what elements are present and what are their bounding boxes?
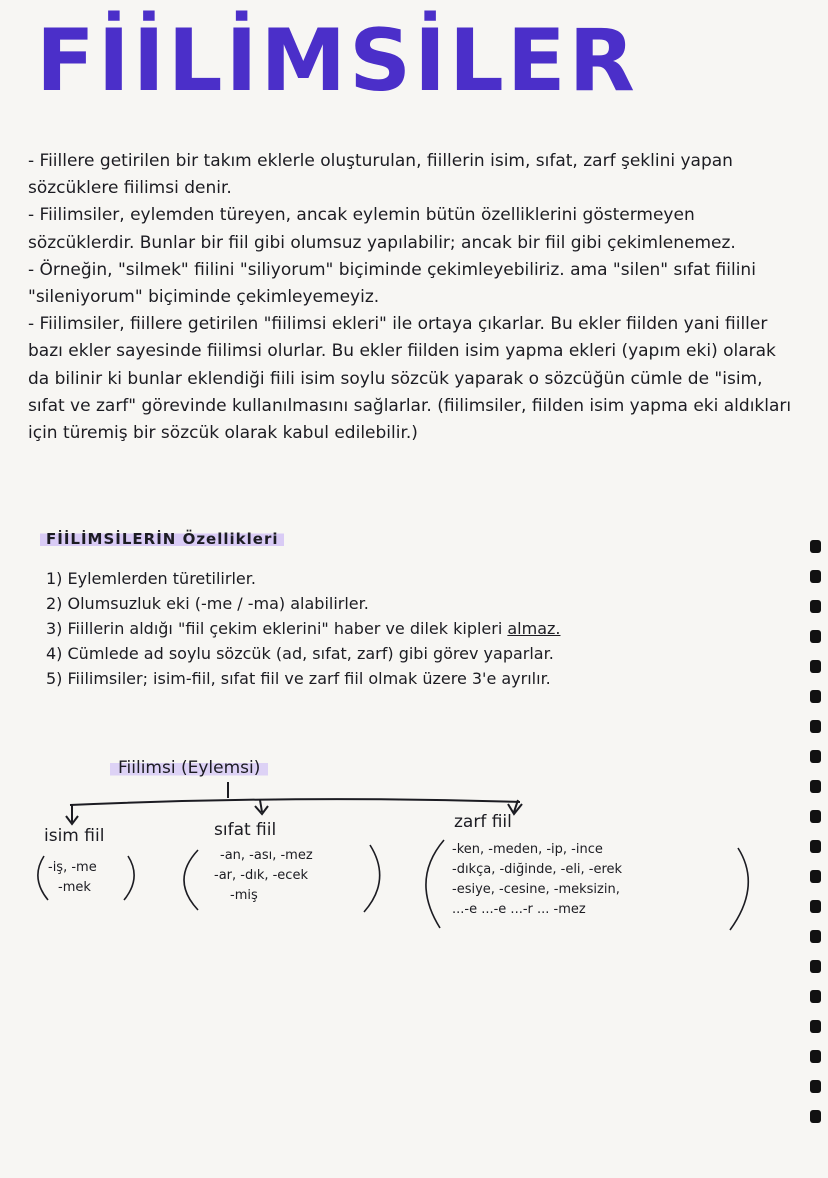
suffix-line: -dıkça, -diğinde, -eli, -erek [452, 862, 623, 877]
property-item-4: 4) Cümlede ad soylu sözcük (ad, sıfat, zarf) gibi görev yaparlar. [46, 644, 554, 663]
suffix-line: ...-e ...-e ...-r ... -mez [452, 902, 586, 917]
properties-list [46, 566, 806, 691]
intro-paragraph-3: - Örneğin, "silmek" fiilini "siliyorum" biçiminde çekimleyebiliriz. ama "silen" sıfat fiilini "sileniyorum" biçiminde çekimleyemeyiz. [28, 259, 756, 308]
suffix-list-zarf-fiil [452, 840, 622, 920]
branch-label-zarf-fiil: zarf fiil [454, 812, 512, 832]
section-title: FİİLİMSİLERİN Özellikleri [40, 530, 284, 548]
suffix-line: -miş [230, 888, 258, 903]
suffix-line: -an, -ası, -mez [220, 848, 313, 863]
suffix-line: -esiye, -cesine, -meksizin, [452, 882, 620, 897]
property-item-3-text: 3) Fiillerin aldığı "fiil çekim eklerini" haber ve dilek kipleri [46, 619, 503, 638]
page-title: FİİLİMSİLER [36, 11, 638, 111]
branch-label-sifat-fiil: sıfat fiil [214, 820, 277, 840]
intro-paragraph-2: - Fiilimsiler, eylemden türeyen, ancak eylemin bütün özelliklerini göstermeyen sözcüklerdir. Bunlar bir fiil gibi olumsuz yapılabilir; ancak bir fiil gibi çekimlenemez. [28, 205, 736, 253]
suffix-line: -mek [58, 880, 91, 895]
property-item-3 [46, 616, 806, 641]
intro-paragraph-1: - Fiillere getirilen bir takım eklerle oluşturulan, fiillerin isim, sıfat, zarf şeklini yapan sözcüklere fiilimsi denir. [28, 151, 733, 199]
tree-root-label: Fiilimsi (Eylemsi) [110, 758, 268, 778]
property-item-3-tail: almaz. [507, 619, 561, 638]
property-item-5: 5) Fiilimsiler; isim-fiil, sıfat fiil ve zarf fiil olmak üzere 3'e ayrılır. [46, 669, 551, 688]
suffix-list-sifat-fiil [204, 846, 313, 906]
suffix-line: -iş, -me [48, 860, 97, 875]
intro-paragraphs [28, 148, 798, 447]
branch-label-isim-fiil: isim fiil [44, 826, 105, 846]
property-item-2: 2) Olumsuzluk eki (-me / -ma) alabilirler. [46, 594, 369, 613]
suffix-line: -ar, -dık, -ecek [214, 868, 308, 883]
notebook-spiral-binding [810, 540, 824, 1140]
suffix-line: -ken, -meden, -ip, -ince [452, 842, 603, 857]
intro-paragraph-4: - Fiilimsiler, fiillere getirilen "fiilimsi ekleri" ile ortaya çıkarlar. Bu ekler fiilden yani fiiller bazı ekler sayesinde fiilimsi olurlar. Bu ekler fiilden isim yapma ekleri (yapım eki) olarak da bilinir ki bunlar eklendiği fiili isim soylu sözcük yaparak o sözcüğün cümle de "isim, sıfat ve zarf" görevinde kullanılmasını sağlarlar. (fiilimsiler, fiilden isim yapma eki aldıkları için türemiş bir sözcük olarak kabul edilebilir.) [28, 314, 792, 444]
property-item-1: 1) Eylemlerden türetilirler. [46, 569, 256, 588]
suffix-list-isim-fiil [48, 858, 97, 898]
